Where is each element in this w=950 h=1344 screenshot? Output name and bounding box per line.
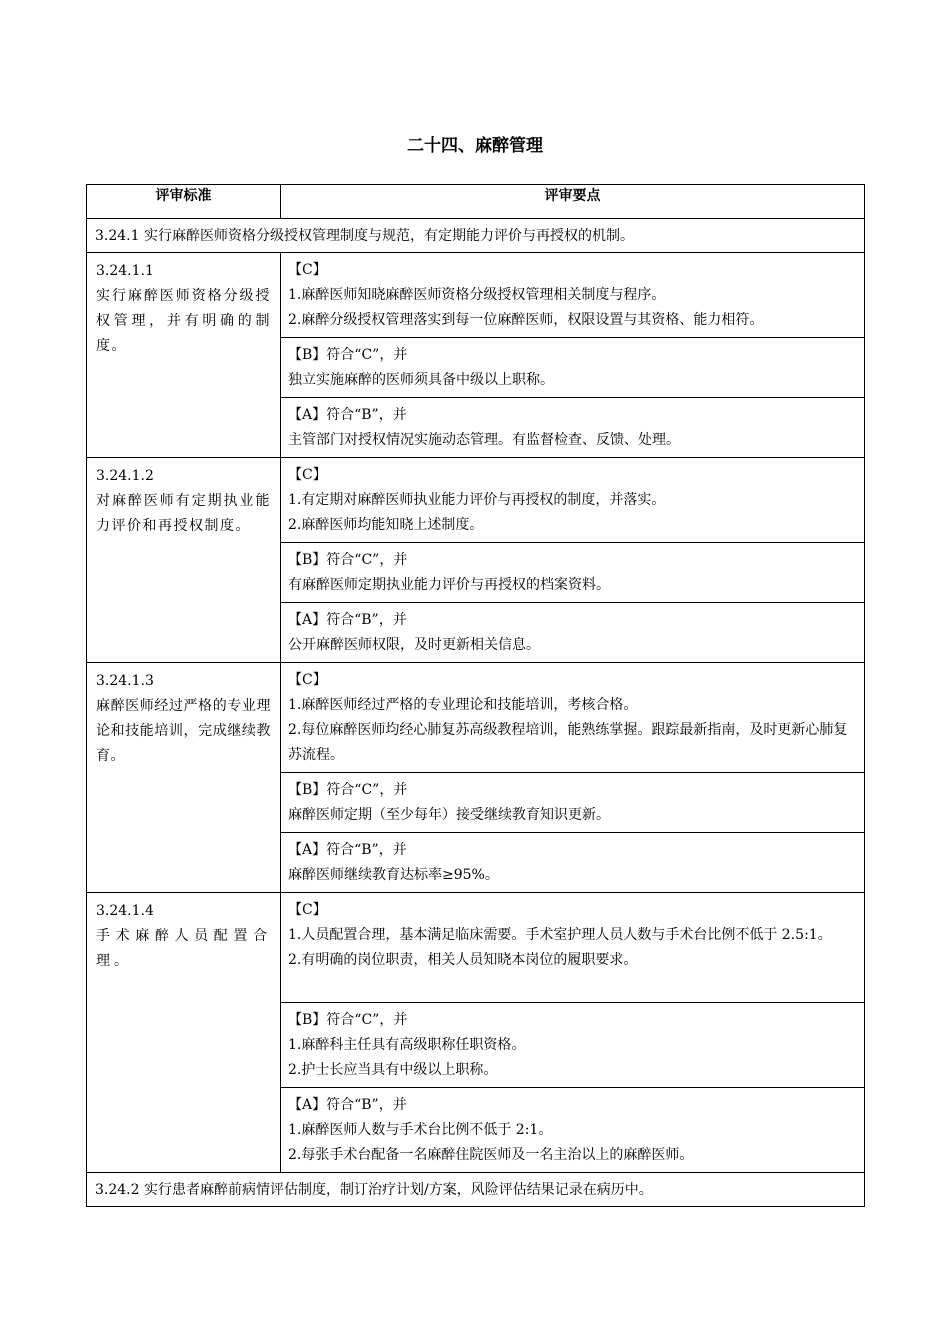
grade-b-cell xyxy=(281,543,865,603)
requirement-text: 1.有定期对麻醉医师执业能力评价与再授权的制度，并落实。 xyxy=(288,492,666,508)
requirement-text: 2.护士长应当具有中级以上职称。 xyxy=(288,1062,498,1078)
grade-c-cell xyxy=(281,893,865,1003)
grade-a-cell xyxy=(281,1088,865,1173)
requirement-text: 1.麻醉医师经过严格的专业理论和技能培训，考核合格。 xyxy=(288,697,638,713)
grade-label: 【B】符合“C”，并 xyxy=(288,347,408,363)
grade-a-cell xyxy=(281,833,865,893)
requirement-text: 独立实施麻醉的医师须具备中级以上职称。 xyxy=(288,372,554,388)
grade-label: 【C】 xyxy=(288,467,327,483)
requirement-text: 2.有明确的岗位职责，相关人员知晓本岗位的履职要求。 xyxy=(288,952,638,968)
grade-c-cell xyxy=(281,663,865,773)
standard-code: 3.24.1.1 xyxy=(96,263,154,279)
requirement-text: 2.麻醉分级授权管理落实到每一位麻醉医师，权限设置与其资格、能力相符。 xyxy=(288,312,764,328)
table-header-row xyxy=(87,185,865,219)
table-row xyxy=(87,893,865,1003)
grade-label: 【A】符合“B”，并 xyxy=(288,842,407,858)
section-3-24-1: 3.24.1 实行麻醉医师资格分级授权管理制度与规范，有定期能力评价与再授权的机制。 xyxy=(87,219,865,253)
standards-table xyxy=(86,184,865,1207)
standard-cell xyxy=(87,663,281,893)
requirement-text: 主管部门对授权情况实施动态管理。有监督检查、反馈、处理。 xyxy=(288,432,680,448)
grade-label: 【B】符合“C”，并 xyxy=(288,1012,408,1028)
requirement-text: 1.麻醉医师人数与手术台比例不低于 2:1。 xyxy=(288,1122,553,1138)
requirement-text: 2.每位麻醉医师均经心肺复苏高级教程培训，能熟练掌握。跟踪最新指南，及时更新心肺复苏流程。 xyxy=(288,722,848,763)
grade-a-cell xyxy=(281,603,865,663)
standard-cell xyxy=(87,458,281,663)
grade-label: 【A】符合“B”，并 xyxy=(288,1097,407,1113)
grade-b-cell xyxy=(281,1003,865,1088)
standard-cell xyxy=(87,893,281,1173)
grade-c-cell xyxy=(281,253,865,338)
grade-c-cell xyxy=(281,458,865,543)
page-title: 二十四、麻醉管理 xyxy=(407,136,543,156)
requirement-text: 麻醉医师继续教育达标率≥95%。 xyxy=(288,867,499,883)
grade-label: 【A】符合“B”，并 xyxy=(288,612,407,628)
standard-code: 3.24.1.3 xyxy=(96,673,154,689)
standard-text: 对麻醉医师有定期执业能力评价和再授权制度。 xyxy=(96,493,271,534)
grade-label: 【C】 xyxy=(288,672,327,688)
requirement-text: 1.麻醉科主任具有高级职称任职资格。 xyxy=(288,1037,526,1053)
requirement-text: 麻醉医师定期（至少每年）接受继续教育知识更新。 xyxy=(288,807,610,823)
grade-b-cell xyxy=(281,338,865,398)
header-standard: 评审标准 xyxy=(87,185,281,219)
header-key-points: 评审要点 xyxy=(281,185,865,219)
grade-label: 【B】符合“C”，并 xyxy=(288,782,408,798)
standard-code: 3.24.1.4 xyxy=(96,903,154,919)
standard-code: 3.24.1.2 xyxy=(96,468,154,484)
requirement-text: 1.人员配置合理，基本满足临床需要。手术室护理人员人数与手术台比例不低于 2.5:1。 xyxy=(288,927,832,943)
table-row xyxy=(87,663,865,773)
requirement-text: 公开麻醉医师权限，及时更新相关信息。 xyxy=(288,637,540,653)
grade-a-cell xyxy=(281,398,865,458)
grade-label: 【B】符合“C”，并 xyxy=(288,552,408,568)
table-row xyxy=(87,253,865,338)
grade-b-cell xyxy=(281,773,865,833)
section-row xyxy=(87,219,865,253)
standard-text: 手术麻醉人员配置合理。 xyxy=(96,928,271,969)
grade-label: 【C】 xyxy=(288,902,327,918)
grade-label: 【A】符合“B”，并 xyxy=(288,407,407,423)
table-row xyxy=(87,458,865,543)
requirement-text: 2.每张手术台配备一名麻醉住院医师及一名主治以上的麻醉医师。 xyxy=(288,1147,694,1163)
section-3-24-2: 3.24.2 实行患者麻醉前病情评估制度，制订治疗计划/方案，风险评估结果记录在病历中。 xyxy=(87,1173,865,1207)
standard-text: 麻醉医师经过严格的专业理论和技能培训，完成继续教育。 xyxy=(96,698,271,764)
grade-label: 【C】 xyxy=(288,262,327,278)
section-row xyxy=(87,1173,865,1207)
standard-text: 实行麻醉医师资格分级授权管理，并有明确的制度。 xyxy=(96,288,271,354)
requirement-text: 1.麻醉医师知晓麻醉医师资格分级授权管理相关制度与程序。 xyxy=(288,287,666,303)
requirement-text: 有麻醉医师定期执业能力评价与再授权的档案资料。 xyxy=(288,577,610,593)
standard-cell xyxy=(87,253,281,458)
requirement-text: 2.麻醉医师均能知晓上述制度。 xyxy=(288,517,484,533)
